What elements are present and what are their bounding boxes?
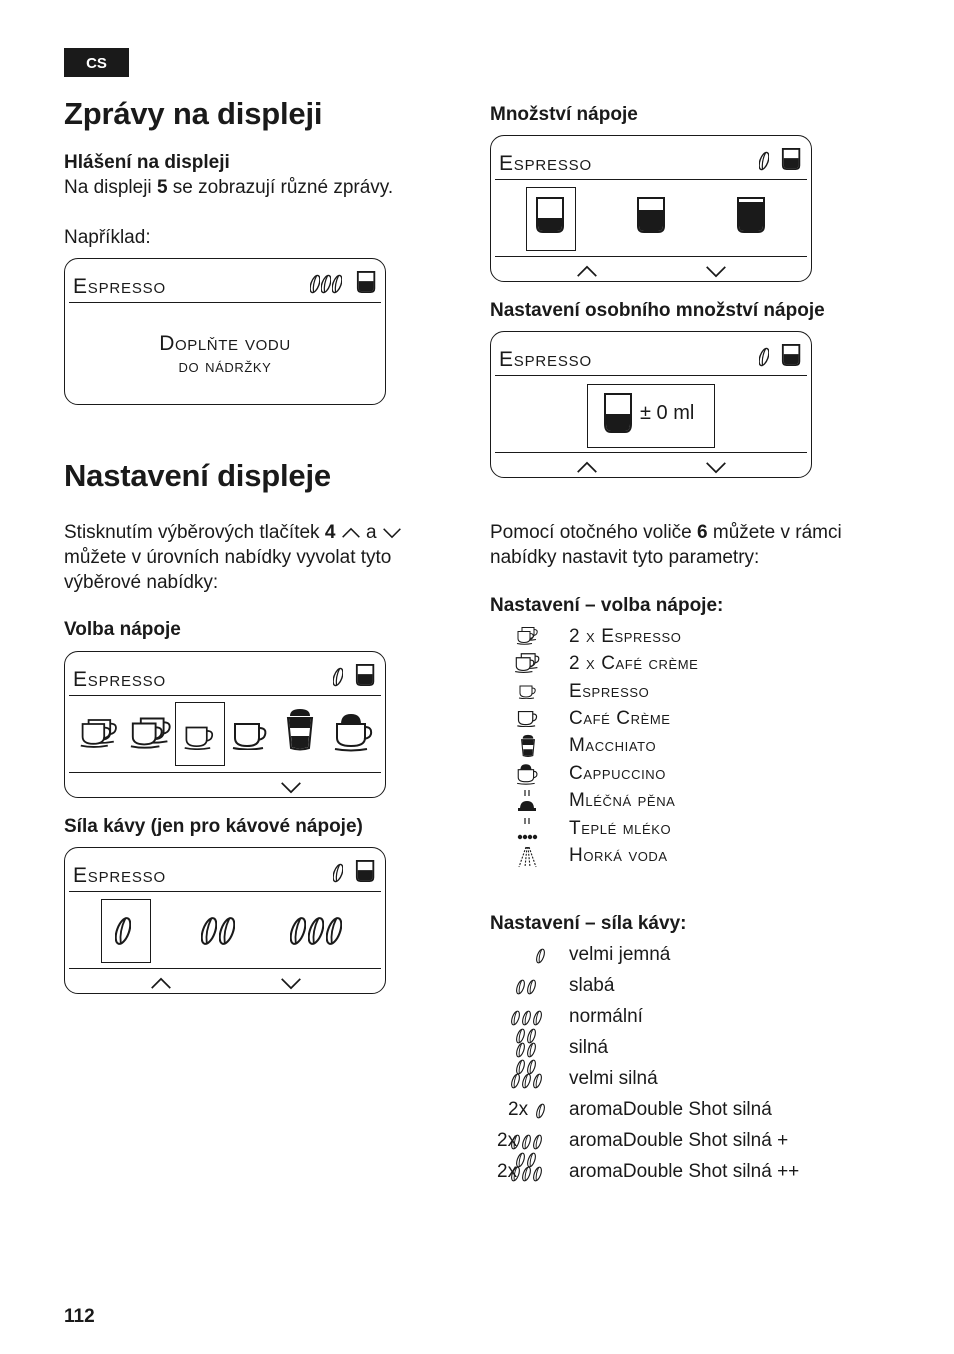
strength-label: silná xyxy=(569,1037,609,1058)
drink-list-item: Café Crème xyxy=(569,708,671,729)
coffee-strength-icon xyxy=(757,346,777,368)
quantity-large-icon xyxy=(736,196,766,234)
subtitle-drink-selection: Volba nápoje xyxy=(64,619,181,640)
drink-list-item: Mléčná pěna xyxy=(569,790,676,811)
cup-size-icon xyxy=(781,342,803,368)
cup-size-icon xyxy=(781,146,803,172)
description-display-messages: Na displeji 5 se zobrazují různé zprávy. xyxy=(64,177,394,198)
paragraph-selection-buttons: Stisknutím výběrových tlačítek 4 a můžete v úrovních nabídky vyvolat tyto výběrové nabídky: xyxy=(64,520,444,595)
strength-label: aromaDouble Shot silná + xyxy=(569,1130,789,1151)
drink-list-item: Teplé mléko xyxy=(569,818,672,839)
page-number: 112 xyxy=(64,1306,95,1327)
espresso-icon xyxy=(183,722,217,750)
strength-beans-icon xyxy=(511,1010,546,1028)
cappuccino-icon xyxy=(333,710,373,752)
strength-label: velmi silná xyxy=(569,1068,658,1089)
coffee-strength-icon xyxy=(310,273,354,295)
strength-beans-icon xyxy=(536,948,550,966)
strength-label: normální xyxy=(569,1006,643,1027)
subtitle-personal-quantity: Nastavení osobního množství nápoje xyxy=(490,300,825,321)
quantity-value: ± 0 ml xyxy=(640,402,695,424)
strength-prefix: 2x xyxy=(497,1130,518,1151)
strength-1-bean-icon xyxy=(115,916,135,946)
coffee-strength-icon xyxy=(331,666,351,688)
milk-foam-icon xyxy=(516,789,538,813)
strength-beans-icon xyxy=(511,1028,546,1060)
drink-list-item: Macchiato xyxy=(569,735,657,756)
display-screen-personal-quantity xyxy=(490,331,812,478)
subtitle-drink-settings: Nastavení – volba nápoje: xyxy=(490,595,724,616)
cup-size-icon xyxy=(355,858,377,884)
drink-list-item: 2 x Espresso xyxy=(569,626,682,647)
quantity-cup-icon xyxy=(603,392,633,434)
display-screen-drink-selection xyxy=(64,651,386,798)
double-espresso-icon xyxy=(79,714,123,750)
chevron-down-icon xyxy=(279,977,303,990)
cappuccino-cup-icon xyxy=(516,762,538,785)
macchiato-icon xyxy=(285,706,315,752)
strength-3-beans-icon xyxy=(290,916,364,946)
subtitle-drink-quantity: Množství nápoje xyxy=(490,104,638,125)
cup-size-icon xyxy=(355,662,377,688)
screen-message-line2: do nádržky xyxy=(178,356,272,377)
cafe-creme-cup-icon xyxy=(516,708,540,727)
cafe-creme-icon xyxy=(231,718,271,750)
display-screen-drink-quantity xyxy=(490,135,812,282)
display-screen-message xyxy=(64,258,386,405)
warm-milk-icon xyxy=(516,817,538,841)
screen-title: Espresso xyxy=(73,864,166,887)
strength-label: velmi jemná xyxy=(569,944,671,965)
drink-list-item: Espresso xyxy=(569,681,650,702)
chevron-down-icon xyxy=(382,527,402,539)
screen-message-line1: Doplňte vodu xyxy=(159,332,291,355)
strength-label: slabá xyxy=(569,975,615,996)
coffee-strength-icon xyxy=(757,150,777,172)
chevron-up-icon xyxy=(575,461,599,474)
double-cafe-creme-icon xyxy=(129,712,175,750)
strength-beans-icon xyxy=(516,979,540,997)
hot-water-icon xyxy=(516,845,538,869)
section-title-messages: Zprávy na displeji xyxy=(64,96,323,131)
strength-prefix: 2x xyxy=(508,1099,529,1120)
espresso-cup-icon xyxy=(518,683,538,699)
example-label: Například: xyxy=(64,227,151,248)
quantity-medium-icon xyxy=(636,196,666,234)
chevron-up-icon xyxy=(149,977,173,990)
language-tag: CS xyxy=(64,48,129,77)
chevron-down-icon xyxy=(704,265,728,278)
quantity-small-icon xyxy=(535,196,565,234)
cup-size-icon xyxy=(356,269,378,295)
strength-2-beans-icon xyxy=(201,916,251,946)
screen-title: Espresso xyxy=(499,348,592,371)
drink-list-item: Horká voda xyxy=(569,845,668,866)
coffee-strength-icon xyxy=(331,862,351,884)
display-screen-coffee-strength xyxy=(64,847,386,994)
strength-beans-icon xyxy=(511,1059,546,1091)
subtitle-display-messages: Hlášení na displeji xyxy=(64,152,230,173)
chevron-down-icon xyxy=(279,781,303,794)
subtitle-coffee-strength: Síla kávy (jen pro kávové nápoje) xyxy=(64,816,363,837)
macchiato-glass-icon xyxy=(520,733,536,758)
double-cafe-creme-cup-icon xyxy=(514,650,542,674)
paragraph-rotary-knob: Pomocí otočného voliče 6 můžete v rámci nabídky nastavit tyto parametry: xyxy=(490,522,842,568)
drink-list-item: Cappuccino xyxy=(569,763,667,784)
subtitle-strength-settings: Nastavení – síla kávy: xyxy=(490,913,687,934)
drink-list-item: 2 x Café crème xyxy=(569,653,699,674)
strength-label: aromaDouble Shot silná xyxy=(569,1099,772,1120)
screen-title: Espresso xyxy=(73,668,166,691)
chevron-down-icon xyxy=(704,461,728,474)
chevron-up-icon xyxy=(575,265,599,278)
strength-beans-icon xyxy=(536,1103,550,1121)
chevron-up-icon xyxy=(341,527,361,539)
strength-prefix: 2x xyxy=(497,1161,518,1182)
strength-label: aromaDouble Shot silná ++ xyxy=(569,1161,800,1182)
screen-title: Espresso xyxy=(499,152,592,175)
screen-title: Espresso xyxy=(73,275,166,298)
section-title-display-settings: Nastavení displeje xyxy=(64,458,331,493)
double-espresso-cup-icon xyxy=(516,624,540,646)
